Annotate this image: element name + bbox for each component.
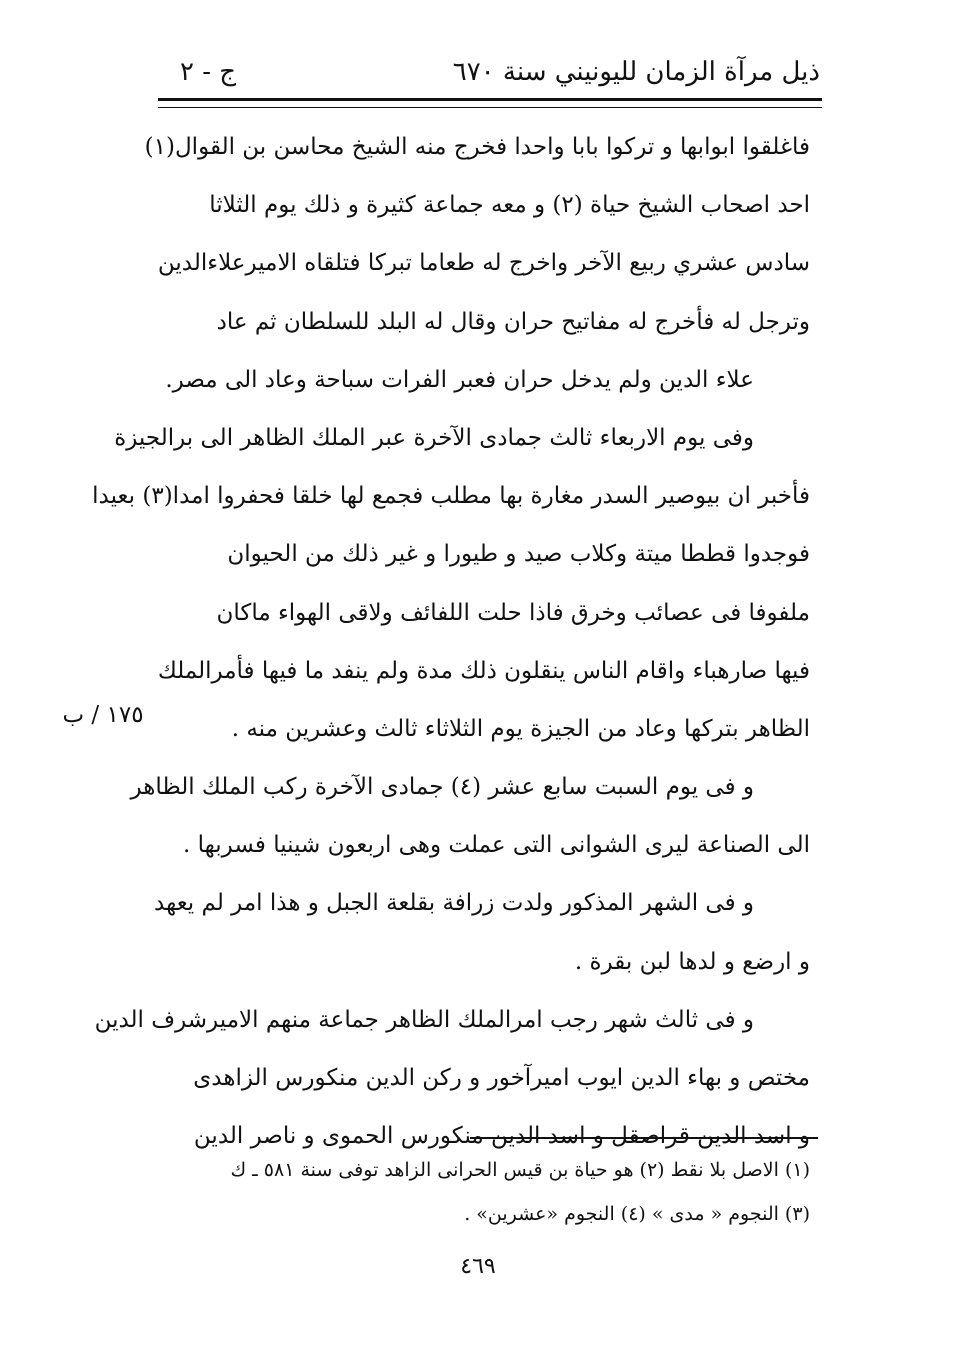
text-line: سادس عشري ربيع الآخر واخرج له طعاما تبركا فتلقاه الاميرعلاءالدين (157, 250, 810, 277)
text-line: فوجدوا قططا ميتة وكلاب صيد و طيورا و غير ذلك من الحيوان (227, 541, 810, 568)
text-line: الى الصناعة ليرى الشوانى التى عملت وهى اربعون شينيا فسربها . (183, 832, 810, 859)
text-line: احد اصحاب الشيخ حياة (٢) و معه جماعة كثيرة و ذلك يوم الثلاثا (209, 192, 810, 219)
text-line: و اسد الدين قراصقل و اسد الدين منكورس الحموى و ناصر الدين (193, 1123, 810, 1150)
text-line: مختص و بهاء الدين ايوب اميرآخور و ركن الدين منكورس الزاهدى (193, 1065, 810, 1091)
text-line: فأخبر ان بيوصير السدر مغارة بها مطلب فجمع لها خلقا فحفروا امدا(٣) بعيدا (92, 483, 810, 510)
running-header (160, 48, 820, 96)
header-part-number: ج - ٢ (180, 57, 237, 87)
manuscript-folio-note: ١٧٥ / ب (62, 702, 144, 728)
text-line: فيها صارهباء واقام الناس ينقلون ذلك مدة ولم ينفد ما فيها فأمرالملك (157, 657, 810, 684)
text-line: و ارضع و لدها لبن بقرة . (574, 948, 810, 975)
text-line: ملفوفا فى عصائب وخرق فاذا حلت اللفائف ولاقى الهواء ماكان (216, 599, 810, 626)
text-line: وترجل له فأخرج له مفاتيح حران وقال له البلد للسلطان ثم عاد (216, 308, 810, 335)
text-line: فاغلقوا ابوابها و تركوا بابا واحدا فخرج منه الشيخ محاسن بن القوال(١) (144, 134, 810, 160)
header-divider (158, 98, 822, 108)
header-title: ذيل مرآة الزمان لليونيني سنة ٦٧٠ (452, 57, 820, 87)
footnote-line: (٣) النجوم « مدى » (٤) النجوم «عشرين» . (464, 1203, 810, 1225)
text-line: وفى يوم الاربعاء ثالث جمادى الآخرة عبر الملك الظاهر الى برالجيزة (114, 424, 754, 451)
footnote-divider (470, 1137, 818, 1139)
footnote-line: (١) الاصل بلا نقط (٢) هو حياة بن قيس الحرانى الزاهد توفى سنة ٥٨١ ـ ك (230, 1159, 810, 1181)
text-line: و فى ثالث شهر رجب امرالملك الظاهر جماعة منهم الاميرشرف الدين (94, 1006, 754, 1033)
text-line: علاء الدين ولم يدخل حران فعبر الفرات سباحة وعاد الى مصر. (165, 366, 754, 393)
text-line: و فى الشهر المذكور ولدت زرافة بقلعة الجبل و هذا امر لم يعهد (154, 890, 754, 917)
page-number: ٤٦٩ (460, 1254, 496, 1279)
text-line: و فى يوم السبت سابع عشر (٤) جمادى الآخرة ركب الملك الظاهر (130, 774, 754, 801)
footnotes (160, 1148, 810, 1236)
text-line: الظاهر بتركها وعاد من الجيزة يوم الثلاثاء ثالث وعشرين منه . (231, 715, 810, 742)
